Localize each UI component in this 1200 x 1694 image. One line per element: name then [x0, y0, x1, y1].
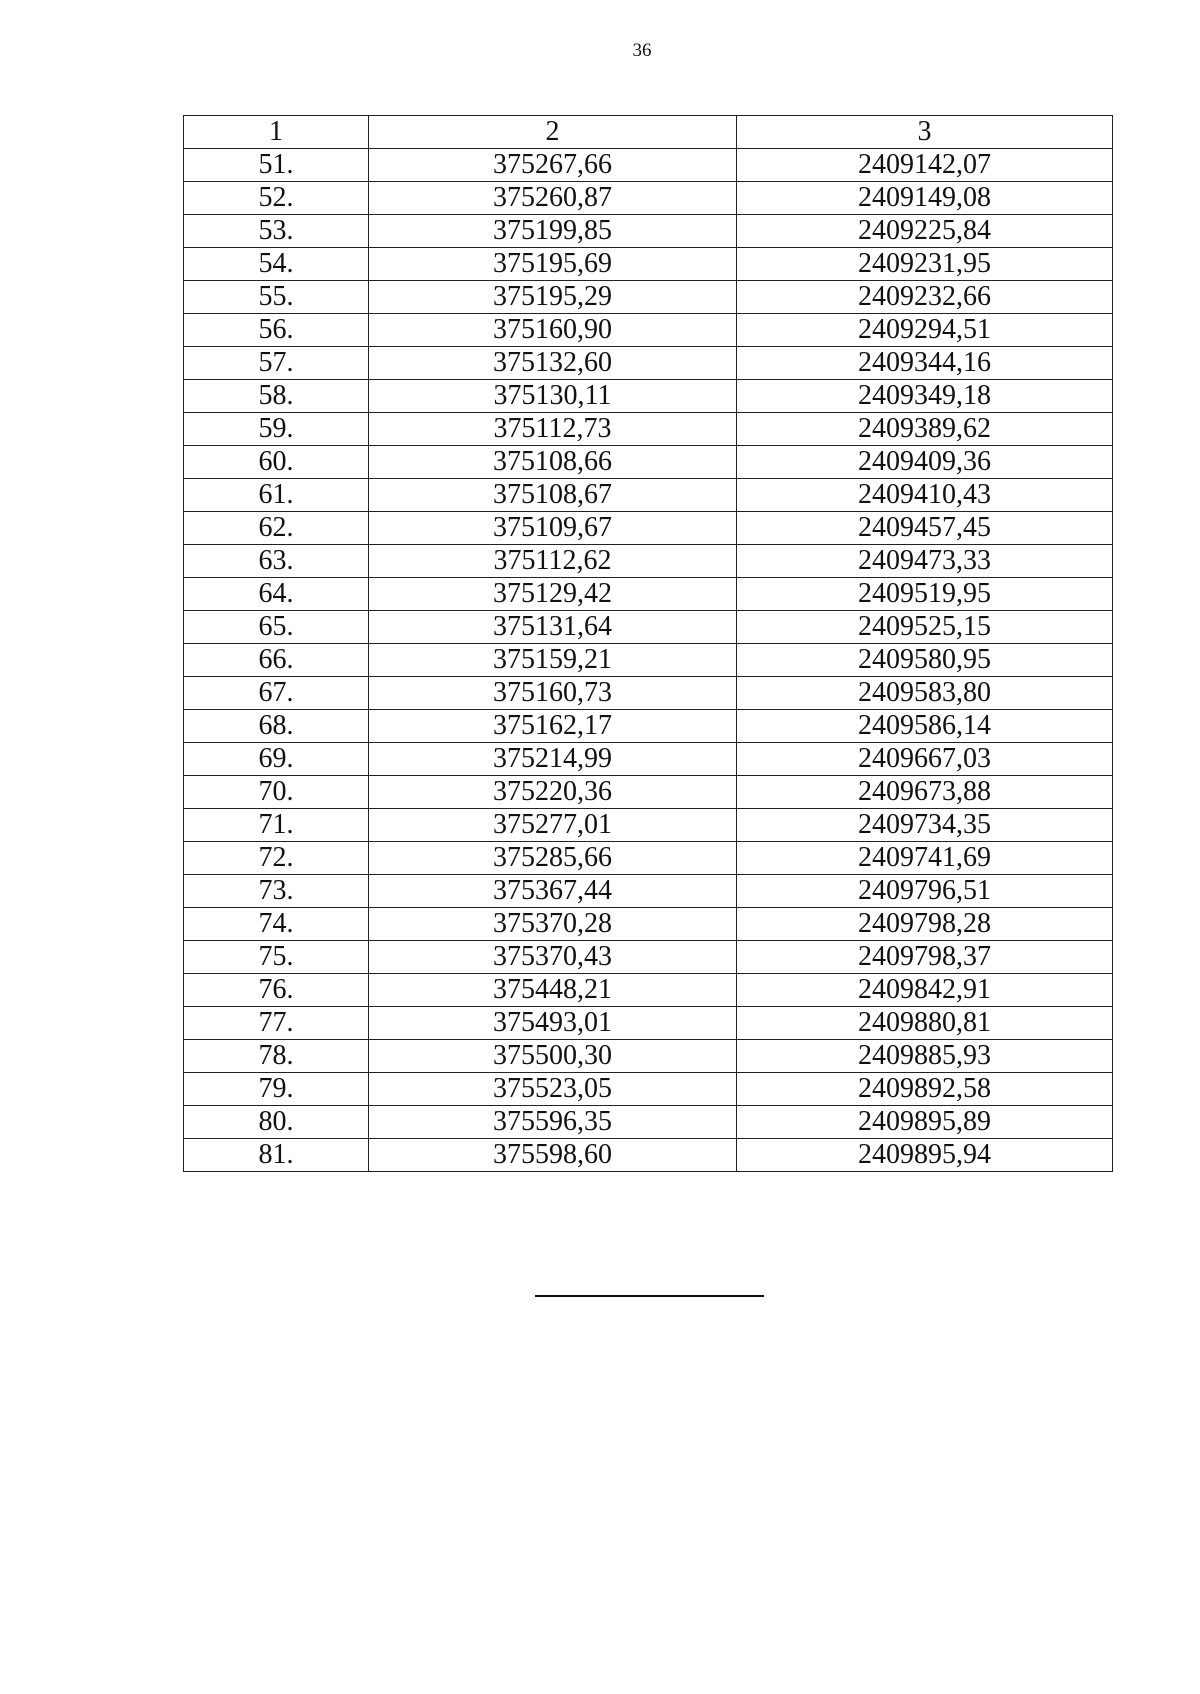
y-coordinate-cell: 2409349,18	[737, 380, 1113, 413]
point-number-cell: 65.	[184, 611, 369, 644]
point-number-cell: 53.	[184, 215, 369, 248]
table-row	[184, 1040, 1113, 1073]
y-coordinate-cell: 2409149,08	[737, 182, 1113, 215]
table-row	[184, 941, 1113, 974]
y-coordinate-cell: 2409796,51	[737, 875, 1113, 908]
x-coordinate-cell: 375367,44	[369, 875, 737, 908]
table-row	[184, 413, 1113, 446]
x-coordinate-cell: 375199,85	[369, 215, 737, 248]
point-number-cell: 61.	[184, 479, 369, 512]
x-coordinate-cell: 375160,90	[369, 314, 737, 347]
point-number-cell: 54.	[184, 248, 369, 281]
table-row	[184, 314, 1113, 347]
point-number-cell: 64.	[184, 578, 369, 611]
table-row	[184, 1139, 1113, 1172]
y-coordinate-cell: 2409389,62	[737, 413, 1113, 446]
point-number-cell: 69.	[184, 743, 369, 776]
x-coordinate-cell: 375195,29	[369, 281, 737, 314]
point-number-cell: 72.	[184, 842, 369, 875]
point-number-cell: 67.	[184, 677, 369, 710]
table-row	[184, 578, 1113, 611]
point-number-cell: 70.	[184, 776, 369, 809]
y-coordinate-cell: 2409842,91	[737, 974, 1113, 1007]
y-coordinate-cell: 2409519,95	[737, 578, 1113, 611]
y-coordinate-cell: 2409410,43	[737, 479, 1113, 512]
point-number-cell: 78.	[184, 1040, 369, 1073]
table-row	[184, 875, 1113, 908]
table-row	[184, 215, 1113, 248]
x-coordinate-cell: 375129,42	[369, 578, 737, 611]
x-coordinate-cell: 375108,66	[369, 446, 737, 479]
table-header-row	[184, 116, 1113, 149]
point-number-cell: 59.	[184, 413, 369, 446]
x-coordinate-cell: 375214,99	[369, 743, 737, 776]
table-row	[184, 281, 1113, 314]
x-coordinate-cell: 375523,05	[369, 1073, 737, 1106]
x-coordinate-cell: 375160,73	[369, 677, 737, 710]
y-coordinate-cell: 2409142,07	[737, 149, 1113, 182]
x-coordinate-cell: 375112,73	[369, 413, 737, 446]
x-coordinate-cell: 375130,11	[369, 380, 737, 413]
header-cell-3: 3	[737, 116, 1113, 149]
table-row	[184, 545, 1113, 578]
table-body	[184, 149, 1113, 1172]
y-coordinate-cell: 2409895,94	[737, 1139, 1113, 1172]
point-number-cell: 75.	[184, 941, 369, 974]
point-number-cell: 73.	[184, 875, 369, 908]
point-number-cell: 79.	[184, 1073, 369, 1106]
table-row	[184, 446, 1113, 479]
table-row	[184, 380, 1113, 413]
table-row	[184, 974, 1113, 1007]
x-coordinate-cell: 375267,66	[369, 149, 737, 182]
y-coordinate-cell: 2409409,36	[737, 446, 1113, 479]
point-number-cell: 77.	[184, 1007, 369, 1040]
table-row	[184, 512, 1113, 545]
y-coordinate-cell: 2409667,03	[737, 743, 1113, 776]
x-coordinate-cell: 375596,35	[369, 1106, 737, 1139]
table-row	[184, 677, 1113, 710]
x-coordinate-cell: 375220,36	[369, 776, 737, 809]
table-row	[184, 182, 1113, 215]
point-number-cell: 51.	[184, 149, 369, 182]
table-row	[184, 1007, 1113, 1040]
y-coordinate-cell: 2409734,35	[737, 809, 1113, 842]
x-coordinate-cell: 375285,66	[369, 842, 737, 875]
point-number-cell: 56.	[184, 314, 369, 347]
x-coordinate-cell: 375112,62	[369, 545, 737, 578]
point-number-cell: 76.	[184, 974, 369, 1007]
point-number-cell: 60.	[184, 446, 369, 479]
header-cell-1: 1	[184, 116, 369, 149]
table-row	[184, 1106, 1113, 1139]
point-number-cell: 66.	[184, 644, 369, 677]
y-coordinate-cell: 2409525,15	[737, 611, 1113, 644]
table-row	[184, 842, 1113, 875]
table-row	[184, 611, 1113, 644]
y-coordinate-cell: 2409798,28	[737, 908, 1113, 941]
coordinates-table	[183, 115, 1113, 1172]
x-coordinate-cell: 375132,60	[369, 347, 737, 380]
y-coordinate-cell: 2409892,58	[737, 1073, 1113, 1106]
y-coordinate-cell: 2409880,81	[737, 1007, 1113, 1040]
table-row	[184, 479, 1113, 512]
table-row	[184, 149, 1113, 182]
x-coordinate-cell: 375598,60	[369, 1139, 737, 1172]
x-coordinate-cell: 375260,87	[369, 182, 737, 215]
x-coordinate-cell: 375277,01	[369, 809, 737, 842]
y-coordinate-cell: 2409583,80	[737, 677, 1113, 710]
end-rule-divider	[535, 1295, 764, 1297]
y-coordinate-cell: 2409885,93	[737, 1040, 1113, 1073]
x-coordinate-cell: 375108,67	[369, 479, 737, 512]
table-row	[184, 908, 1113, 941]
y-coordinate-cell: 2409457,45	[737, 512, 1113, 545]
x-coordinate-cell: 375131,64	[369, 611, 737, 644]
point-number-cell: 71.	[184, 809, 369, 842]
point-number-cell: 62.	[184, 512, 369, 545]
x-coordinate-cell: 375195,69	[369, 248, 737, 281]
point-number-cell: 80.	[184, 1106, 369, 1139]
x-coordinate-cell: 375159,21	[369, 644, 737, 677]
table-row	[184, 743, 1113, 776]
x-coordinate-cell: 375370,43	[369, 941, 737, 974]
y-coordinate-cell: 2409232,66	[737, 281, 1113, 314]
table-row	[184, 248, 1113, 281]
y-coordinate-cell: 2409586,14	[737, 710, 1113, 743]
table-row	[184, 710, 1113, 743]
page-number: 36	[632, 40, 652, 61]
table-row	[184, 644, 1113, 677]
y-coordinate-cell: 2409344,16	[737, 347, 1113, 380]
x-coordinate-cell: 375493,01	[369, 1007, 737, 1040]
y-coordinate-cell: 2409473,33	[737, 545, 1113, 578]
y-coordinate-cell: 2409798,37	[737, 941, 1113, 974]
y-coordinate-cell: 2409225,84	[737, 215, 1113, 248]
point-number-cell: 57.	[184, 347, 369, 380]
y-coordinate-cell: 2409231,95	[737, 248, 1113, 281]
x-coordinate-cell: 375370,28	[369, 908, 737, 941]
point-number-cell: 63.	[184, 545, 369, 578]
table-row	[184, 347, 1113, 380]
y-coordinate-cell: 2409580,95	[737, 644, 1113, 677]
table-row	[184, 809, 1113, 842]
point-number-cell: 52.	[184, 182, 369, 215]
point-number-cell: 55.	[184, 281, 369, 314]
y-coordinate-cell: 2409294,51	[737, 314, 1113, 347]
table-row	[184, 1073, 1113, 1106]
point-number-cell: 74.	[184, 908, 369, 941]
point-number-cell: 58.	[184, 380, 369, 413]
point-number-cell: 81.	[184, 1139, 369, 1172]
point-number-cell: 68.	[184, 710, 369, 743]
x-coordinate-cell: 375500,30	[369, 1040, 737, 1073]
y-coordinate-cell: 2409895,89	[737, 1106, 1113, 1139]
x-coordinate-cell: 375109,67	[369, 512, 737, 545]
header-cell-2: 2	[369, 116, 737, 149]
x-coordinate-cell: 375162,17	[369, 710, 737, 743]
table-row	[184, 776, 1113, 809]
y-coordinate-cell: 2409741,69	[737, 842, 1113, 875]
y-coordinate-cell: 2409673,88	[737, 776, 1113, 809]
x-coordinate-cell: 375448,21	[369, 974, 737, 1007]
